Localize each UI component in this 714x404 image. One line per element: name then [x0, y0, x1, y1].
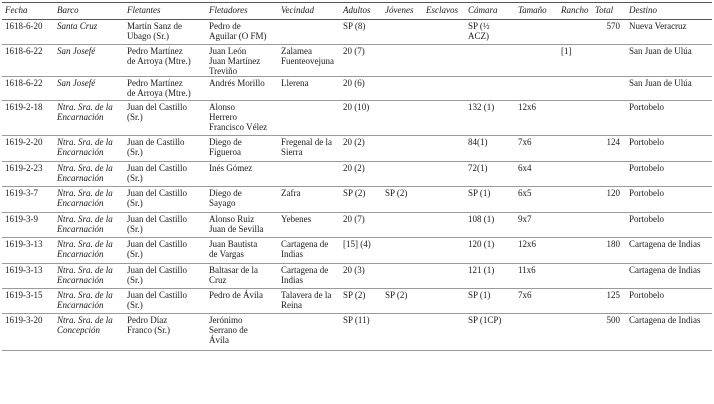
cell-adultos: 20 (2) [340, 162, 382, 187]
cell-fletadores-line: Pedro de Ávila [209, 290, 263, 300]
cell-fletadores [206, 314, 278, 351]
cell-barco-line: Ntra. Sra. de la [57, 290, 113, 300]
cell-adultos: SP (11) [340, 314, 382, 351]
cell-fecha: 1619-3-20 [2, 314, 54, 351]
cell-vecindad [278, 314, 340, 351]
cell-fletadores [206, 187, 278, 213]
cell-adultos: 20 (7) [340, 45, 382, 77]
cell-jovenes [382, 213, 423, 238]
cell-jovenes [382, 136, 423, 162]
cell-fletadores [206, 264, 278, 289]
cell-vecindad [278, 213, 340, 238]
cell-camara [465, 187, 515, 213]
cell-barco [54, 162, 124, 187]
cell-fletadores [206, 162, 278, 187]
cell-jovenes [382, 162, 423, 187]
cell-jovenes [382, 314, 423, 351]
cell-fletadores-line: Jerónimo [209, 315, 243, 325]
cell-barco-line: Encarnación [57, 300, 104, 310]
cell-destino: San Juan de Ulúa [626, 45, 712, 77]
cell-vecindad [278, 20, 340, 45]
cell-barco [54, 45, 124, 77]
cell-total [592, 213, 626, 238]
cell-rancho [558, 101, 592, 136]
cell-total: 120 [592, 187, 626, 213]
cell-vecindad [278, 238, 340, 264]
table-row [2, 314, 712, 351]
cell-fletantes [124, 101, 206, 136]
cell-jovenes [382, 45, 423, 77]
cell-barco-line: Ntra. Sra. de la [57, 214, 113, 224]
cell-barco-line: Encarnación [57, 224, 104, 234]
cell-fletantes-line: Juan del Castillo [127, 102, 187, 112]
cell-barco-line: Ntra. Sra. de la [57, 137, 113, 147]
cell-fletadores [206, 289, 278, 314]
cell-fletantes-line: (Sr.) [127, 147, 143, 157]
cell-fletantes-line: Juan del Castillo [127, 163, 187, 173]
cell-tamano: 11x6 [515, 264, 558, 289]
table-row [2, 77, 712, 101]
cell-barco-line: Encarnación [57, 198, 104, 208]
cell-fecha: 1619-3-13 [2, 264, 54, 289]
cell-vecindad-line: Fuenteovejuna [281, 56, 334, 66]
cell-tamano [515, 77, 558, 101]
cell-tamano: 12x6 [515, 101, 558, 136]
cell-vecindad [278, 136, 340, 162]
cell-camara [465, 45, 515, 77]
cell-fletadores [206, 213, 278, 238]
col-header-total: Total [592, 3, 626, 20]
cell-fletantes-line: Martín Sanz de [127, 21, 182, 31]
cell-vecindad [278, 45, 340, 77]
cell-destino: San Juan de Ulúa [626, 77, 712, 101]
cell-fletadores-line: Inés Gómez [209, 163, 253, 173]
table-row [2, 136, 712, 162]
col-header-esclavos: Esclavos [423, 3, 465, 20]
cell-rancho [558, 77, 592, 101]
cell-barco-line: Encarnación [57, 173, 104, 183]
cell-adultos: 20 (6) [340, 77, 382, 101]
cell-fletadores-line: Francisco Vélez [209, 122, 268, 132]
cell-jovenes: SP (2) [382, 187, 423, 213]
table-row [2, 20, 712, 45]
cell-fecha: 1619-2-20 [2, 136, 54, 162]
cell-fletadores-line: Juan de Sevilla [209, 224, 264, 234]
cell-vecindad-line: Talavera de la [281, 290, 332, 300]
col-header-fletantes: Fletantes [124, 3, 206, 20]
cell-fletadores-line: Herrero [209, 112, 237, 122]
cell-barco [54, 314, 124, 351]
cell-camara [465, 289, 515, 314]
cell-barco [54, 77, 124, 101]
col-header-adultos: Adultos [340, 3, 382, 20]
cell-vecindad-line: Indias [281, 249, 303, 259]
cell-vecindad [278, 162, 340, 187]
cell-jovenes [382, 20, 423, 45]
cell-camara [465, 20, 515, 45]
cell-fletantes-line: Juan del Castillo [127, 239, 187, 249]
cell-fletantes-line: Juan del Castillo [127, 214, 187, 224]
cell-tamano: 7x6 [515, 136, 558, 162]
cell-barco-line: San Josefé [57, 46, 96, 56]
cell-esclavos [423, 238, 465, 264]
cell-adultos: 20 (3) [340, 264, 382, 289]
cell-vecindad-line: Zalamea [281, 46, 312, 56]
cell-destino: Portobelo [626, 289, 712, 314]
cell-tamano [515, 45, 558, 77]
cell-rancho [558, 314, 592, 351]
cell-rancho [558, 238, 592, 264]
cell-fletantes-line: Juan del Castillo [127, 290, 187, 300]
cell-fletantes-line: (Sr.) [127, 224, 143, 234]
cell-camara-line: SP (1) [468, 188, 491, 198]
cell-fletantes-line: (Sr.) [127, 275, 143, 285]
charter-contracts-table [2, 2, 712, 351]
cell-fletadores-line: Diego de [209, 137, 242, 147]
cell-rancho [558, 162, 592, 187]
cell-esclavos [423, 20, 465, 45]
cell-fletantes [124, 187, 206, 213]
cell-esclavos [423, 101, 465, 136]
cell-camara [465, 101, 515, 136]
cell-camara [465, 213, 515, 238]
cell-rancho [558, 187, 592, 213]
cell-vecindad [278, 187, 340, 213]
cell-jovenes [382, 264, 423, 289]
cell-barco [54, 101, 124, 136]
cell-fletadores-line: Andrés Morillo [209, 78, 265, 88]
cell-barco-line: Ntra. Sra. de la [57, 163, 113, 173]
cell-barco-line: Ntra. Sra. de la [57, 239, 113, 249]
cell-jovenes [382, 101, 423, 136]
cell-esclavos [423, 314, 465, 351]
cell-fletadores-line: Alonso [209, 102, 236, 112]
cell-fletantes-line: Juan de Castillo [127, 137, 185, 147]
cell-destino: Portobelo [626, 101, 712, 136]
cell-total [592, 77, 626, 101]
table-row [2, 264, 712, 289]
cell-fecha: 1618-6-22 [2, 77, 54, 101]
cell-fletantes [124, 314, 206, 351]
cell-fletantes-line: de Arroya (Mtre.) [127, 56, 191, 66]
cell-adultos: [15] (4) [340, 238, 382, 264]
cell-barco [54, 136, 124, 162]
cell-fletantes-line: (Sr.) [127, 198, 143, 208]
cell-fecha: 1618-6-22 [2, 45, 54, 77]
table-row [2, 45, 712, 77]
table-row [2, 289, 712, 314]
cell-adultos: 20 (7) [340, 213, 382, 238]
cell-jovenes [382, 238, 423, 264]
cell-total [592, 162, 626, 187]
cell-fecha: 1619-2-23 [2, 162, 54, 187]
cell-destino: Cartagena de Indias [626, 264, 712, 289]
cell-rancho [558, 264, 592, 289]
cell-total: 570 [592, 20, 626, 45]
col-header-rancho: Rancho [558, 3, 592, 20]
cell-camara-line: 84(1) [468, 137, 488, 147]
cell-fletantes-line: (Sr.) [127, 249, 143, 259]
cell-barco [54, 238, 124, 264]
col-header-jovenes: Jóvenes [382, 3, 423, 20]
cell-fletadores-line: Ávila [209, 335, 229, 345]
cell-esclavos [423, 213, 465, 238]
cell-jovenes: SP (2) [382, 289, 423, 314]
cell-rancho: [1] [558, 45, 592, 77]
cell-destino: Nueva Veracruz [626, 20, 712, 45]
cell-total [592, 45, 626, 77]
cell-camara-line: 120 (1) [468, 239, 495, 249]
col-header-tamano: Tamaño [515, 3, 558, 20]
cell-barco [54, 20, 124, 45]
cell-rancho [558, 20, 592, 45]
cell-fletadores-line: Pedro de [209, 21, 241, 31]
header-row [2, 3, 712, 20]
cell-barco-line: Ntra. Sra. de la [57, 102, 113, 112]
cell-fletadores-line: de Vargas [209, 249, 244, 259]
cell-fecha: 1619-3-13 [2, 238, 54, 264]
cell-adultos: 20 (10) [340, 101, 382, 136]
cell-fecha: 1618-6-20 [2, 20, 54, 45]
cell-vecindad-line: Zafra [281, 188, 301, 198]
cell-vecindad-line: Cartagena de [281, 265, 329, 275]
col-header-destino: Destino [626, 3, 712, 20]
cell-fecha: 1619-3-9 [2, 213, 54, 238]
cell-fletantes-line: Juan del Castillo [127, 265, 187, 275]
cell-fletantes-line: Ubago (Sr.) [127, 31, 169, 41]
cell-fletantes-line: Pedro Martínez [127, 78, 183, 88]
table-body [2, 20, 712, 351]
cell-total: 500 [592, 314, 626, 351]
cell-fletantes-line: Pedro Díaz [127, 315, 168, 325]
cell-fletadores-line: Serrano de [209, 325, 248, 335]
cell-camara-line: 72(1) [468, 163, 488, 173]
cell-fletantes [124, 213, 206, 238]
cell-tamano [515, 20, 558, 45]
cell-vecindad-line: Llerena [281, 78, 309, 88]
cell-adultos: SP (8) [340, 20, 382, 45]
cell-vecindad-line: Fregenal de la [281, 137, 332, 147]
cell-fletantes-line: (Sr.) [127, 300, 143, 310]
cell-tamano: 12x6 [515, 238, 558, 264]
cell-fletadores [206, 20, 278, 45]
cell-barco [54, 289, 124, 314]
cell-fletantes-line: Franco (Sr.) [127, 325, 170, 335]
cell-barco-line: San Josefé [57, 78, 96, 88]
cell-fecha: 1619-3-15 [2, 289, 54, 314]
table-row [2, 187, 712, 213]
cell-fecha: 1619-2-18 [2, 101, 54, 136]
cell-esclavos [423, 136, 465, 162]
cell-rancho [558, 289, 592, 314]
cell-vecindad-line: Cartagena de [281, 239, 329, 249]
cell-total: 180 [592, 238, 626, 264]
cell-destino: Portobelo [626, 136, 712, 162]
cell-barco [54, 213, 124, 238]
cell-camara-line: 121 (1) [468, 265, 495, 275]
cell-esclavos [423, 187, 465, 213]
col-header-barco: Barco [54, 3, 124, 20]
cell-camara [465, 264, 515, 289]
col-header-vecindad: Vecindad [278, 3, 340, 20]
cell-camara [465, 77, 515, 101]
cell-fletadores-line: Diego de [209, 188, 242, 198]
cell-fletantes [124, 289, 206, 314]
cell-fletadores-line: Alonso Ruiz [209, 214, 255, 224]
cell-esclavos [423, 162, 465, 187]
cell-vecindad [278, 101, 340, 136]
cell-fletantes [124, 45, 206, 77]
cell-barco [54, 264, 124, 289]
cell-fletadores [206, 101, 278, 136]
cell-barco-line: Encarnación [57, 275, 104, 285]
cell-tamano: 7x6 [515, 289, 558, 314]
cell-fletantes [124, 77, 206, 101]
cell-fletantes [124, 20, 206, 45]
cell-esclavos [423, 45, 465, 77]
cell-fletadores [206, 45, 278, 77]
cell-fletadores-line: Sayago [209, 198, 236, 208]
cell-vecindad [278, 77, 340, 101]
cell-fletadores-line: Juan Bautista [209, 239, 258, 249]
cell-esclavos [423, 264, 465, 289]
cell-camara [465, 136, 515, 162]
cell-barco-line: Ntra. Sra. de la [57, 315, 113, 325]
cell-camara-line: 108 (1) [468, 214, 495, 224]
cell-barco-line: Concepción [57, 325, 100, 335]
cell-esclavos [423, 77, 465, 101]
cell-fletantes-line: Juan del Castillo [127, 188, 187, 198]
cell-barco-line: Ntra. Sra. de la [57, 265, 113, 275]
cell-vecindad [278, 289, 340, 314]
cell-barco-line: Encarnación [57, 147, 104, 157]
cell-tamano: 9x7 [515, 213, 558, 238]
cell-total [592, 101, 626, 136]
cell-jovenes [382, 77, 423, 101]
cell-fletadores-line: Cruz [209, 275, 227, 285]
cell-fletantes [124, 264, 206, 289]
cell-fletantes-line: (Sr.) [127, 112, 143, 122]
cell-total: 124 [592, 136, 626, 162]
cell-camara-line: SP (½ [468, 21, 490, 31]
cell-fletantes-line: de Arroya (Mtre.) [127, 88, 191, 98]
cell-tamano: 6x4 [515, 162, 558, 187]
cell-total [592, 264, 626, 289]
cell-barco [54, 187, 124, 213]
cell-tamano [515, 314, 558, 351]
cell-fletadores [206, 238, 278, 264]
cell-fletantes-line: Pedro Martínez [127, 46, 183, 56]
col-header-camara: Cámara [465, 3, 515, 20]
cell-total: 125 [592, 289, 626, 314]
cell-camara-line: 132 (1) [468, 102, 495, 112]
cell-fletantes [124, 136, 206, 162]
cell-fletadores-line: Juan León [209, 46, 247, 56]
cell-fletadores [206, 136, 278, 162]
cell-esclavos [423, 289, 465, 314]
table-row [2, 213, 712, 238]
cell-fletantes [124, 162, 206, 187]
cell-barco-line: Encarnación [57, 249, 104, 259]
table-row [2, 101, 712, 136]
cell-fletadores-line: Treviño [209, 66, 238, 76]
table-row [2, 238, 712, 264]
cell-destino: Portobelo [626, 213, 712, 238]
cell-camara-line: SP (1CP) [468, 315, 502, 325]
cell-camara-line: ACZ) [468, 31, 489, 41]
cell-destino: Portobelo [626, 187, 712, 213]
cell-camara-line: SP (1) [468, 290, 491, 300]
cell-fletadores-line: Aguilar (O FM) [209, 31, 267, 41]
cell-fletadores [206, 77, 278, 101]
cell-fecha: 1619-3-7 [2, 187, 54, 213]
cell-fletadores-line: Juan Martínez [209, 56, 261, 66]
cell-vecindad [278, 264, 340, 289]
cell-vecindad-line: Yebenes [281, 214, 312, 224]
cell-camara [465, 162, 515, 187]
cell-barco-line: Santa Cruz [57, 21, 98, 31]
cell-rancho [558, 136, 592, 162]
table-row [2, 162, 712, 187]
cell-vecindad-line: Indias [281, 275, 303, 285]
cell-tamano: 6x5 [515, 187, 558, 213]
cell-rancho [558, 213, 592, 238]
cell-adultos: SP (2) [340, 289, 382, 314]
cell-camara [465, 238, 515, 264]
cell-camara [465, 314, 515, 351]
cell-destino: Portobelo [626, 162, 712, 187]
cell-fletadores-line: Baltasar de la [209, 265, 258, 275]
cell-vecindad-line: Reina [281, 300, 302, 310]
cell-adultos: 20 (2) [340, 136, 382, 162]
cell-barco-line: Ntra. Sra. de la [57, 188, 113, 198]
col-header-fecha: Fecha [2, 3, 54, 20]
cell-fletantes-line: (Sr.) [127, 173, 143, 183]
cell-destino: Cartagena de Indias [626, 314, 712, 351]
cell-barco-line: Encarnación [57, 112, 104, 122]
cell-adultos: SP (2) [340, 187, 382, 213]
cell-destino: Cartagena de Indias [626, 238, 712, 264]
col-header-fletadores: Fletadores [206, 3, 278, 20]
cell-fletantes [124, 238, 206, 264]
cell-fletadores-line: Figueroa [209, 147, 241, 157]
cell-vecindad-line: Sierra [281, 147, 303, 157]
